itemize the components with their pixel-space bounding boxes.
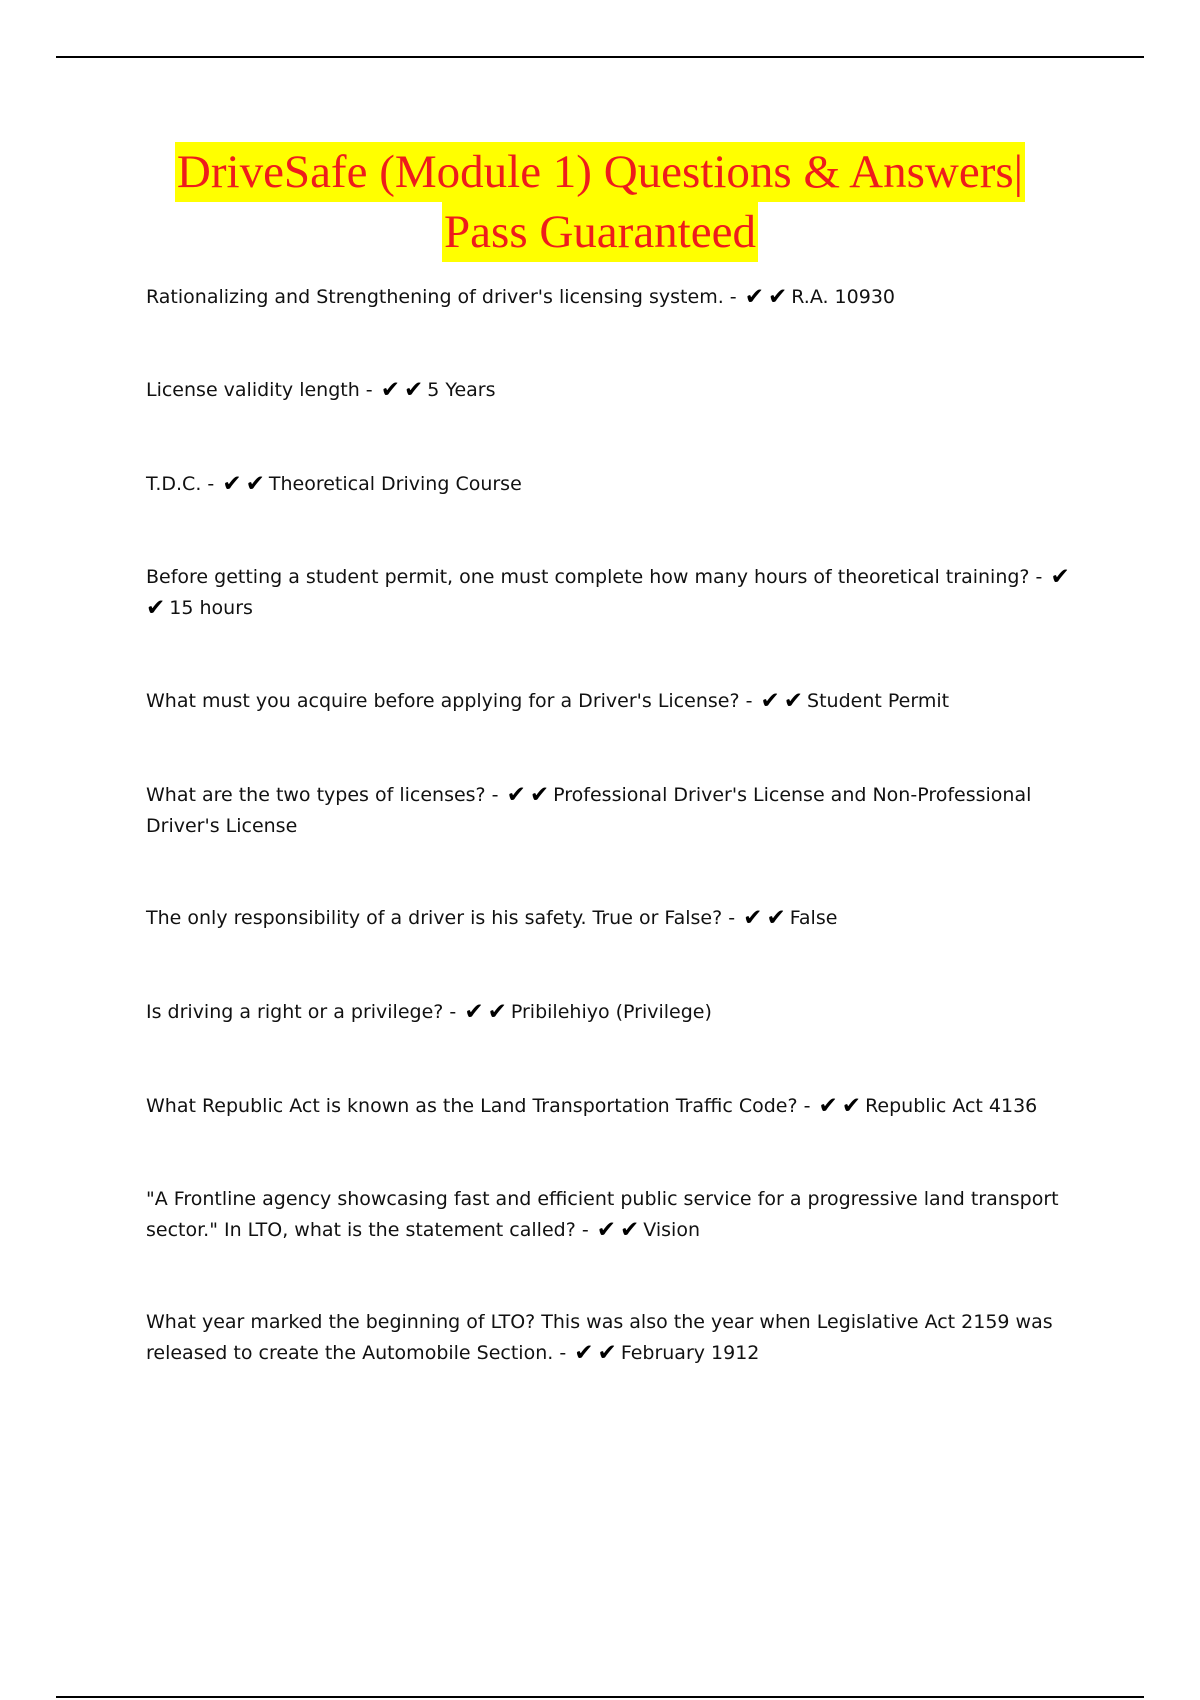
checkmark-icon: ✔	[743, 905, 763, 931]
qa-question: What are the two types of licenses? -	[146, 784, 499, 806]
qa-answer: Vision	[643, 1219, 700, 1241]
qa-item	[146, 375, 1096, 406]
qa-item	[146, 1307, 1096, 1369]
checkmark-icon: ✔	[574, 1340, 594, 1366]
checkmark-icon: ✔	[760, 688, 780, 714]
qa-answer: R.A. 10930	[791, 286, 895, 308]
qa-answer: Theoretical Driving Course	[268, 473, 522, 495]
qa-item	[146, 282, 1096, 313]
qa-item	[146, 780, 1096, 842]
qa-question: License validity length -	[146, 379, 373, 401]
qa-item	[146, 562, 1096, 624]
checkmark-icon: ✔	[841, 1093, 862, 1119]
qa-answer: February 1912	[620, 1342, 760, 1364]
checkmark-icon: ✔	[146, 595, 166, 621]
title-line-1: DriveSafe (Module 1) Questions & Answers|	[175, 142, 1025, 202]
bottom-rule	[56, 1696, 1144, 1698]
checkmark-icon: ✔	[620, 1217, 640, 1243]
checkmark-icon: ✔	[783, 688, 804, 714]
qa-question: What year marked the beginning of LTO? This was also the year when Legislative Act 2159 was released to create the Automobile Section. -	[146, 1311, 1053, 1364]
top-rule	[56, 56, 1144, 58]
checkmark-icon: ✔	[245, 471, 265, 497]
checkmark-icon: ✔	[744, 284, 764, 310]
checkmark-icon: ✔	[222, 471, 242, 497]
checkmark-icon: ✔	[597, 1340, 617, 1366]
qa-item	[146, 1184, 1096, 1246]
qa-answer: Republic Act 4136	[865, 1095, 1038, 1117]
qa-answer: Student Permit	[807, 690, 950, 712]
qa-answer: 15 hours	[169, 597, 253, 619]
qa-answer: Pribilehiyo (Privilege)	[510, 1001, 712, 1023]
qa-item	[146, 469, 1096, 500]
checkmark-icon: ✔	[818, 1093, 838, 1119]
qa-answer: Professional Driver's License and Non-Professional Driver's License	[146, 784, 1032, 837]
checkmark-icon: ✔	[506, 782, 526, 808]
qa-question: Rationalizing and Strengthening of driver's licensing system. -	[146, 286, 737, 308]
document-title	[56, 142, 1144, 262]
title-line-2: Pass Guaranteed	[442, 202, 758, 262]
checkmark-icon: ✔	[464, 999, 484, 1025]
qa-item	[146, 997, 1096, 1028]
checkmark-icon: ✔	[403, 377, 424, 403]
qa-question: Before getting a student permit, one must complete how many hours of theoretical training? -	[146, 566, 1043, 588]
checkmark-icon: ✔	[596, 1217, 617, 1243]
qa-item	[146, 903, 1096, 934]
qa-item	[146, 1091, 1096, 1122]
qa-question: What Republic Act is known as the Land Transportation Traffic Code? -	[146, 1095, 811, 1117]
qa-question: The only responsibility of a driver is his safety. True or False? -	[146, 907, 736, 929]
checkmark-icon: ✔	[380, 377, 400, 403]
checkmark-icon: ✔	[529, 782, 550, 808]
checkmark-icon: ✔	[1050, 564, 1070, 590]
qa-item	[146, 686, 1096, 717]
qa-answer: False	[789, 907, 838, 929]
checkmark-icon: ✔	[767, 284, 788, 310]
checkmark-icon: ✔	[487, 999, 507, 1025]
qa-answer: 5 Years	[427, 379, 496, 401]
qa-question: T.D.C. -	[146, 473, 215, 495]
qa-question: What must you acquire before applying for a Driver's License? -	[146, 690, 753, 712]
qa-question: Is driving a right or a privilege? -	[146, 1001, 457, 1023]
qa-question: "A Frontline agency showcasing fast and efficient public service for a progressive land transport sector." In LTO, what is the statement called? -	[146, 1188, 1059, 1241]
checkmark-icon: ✔	[766, 905, 786, 931]
